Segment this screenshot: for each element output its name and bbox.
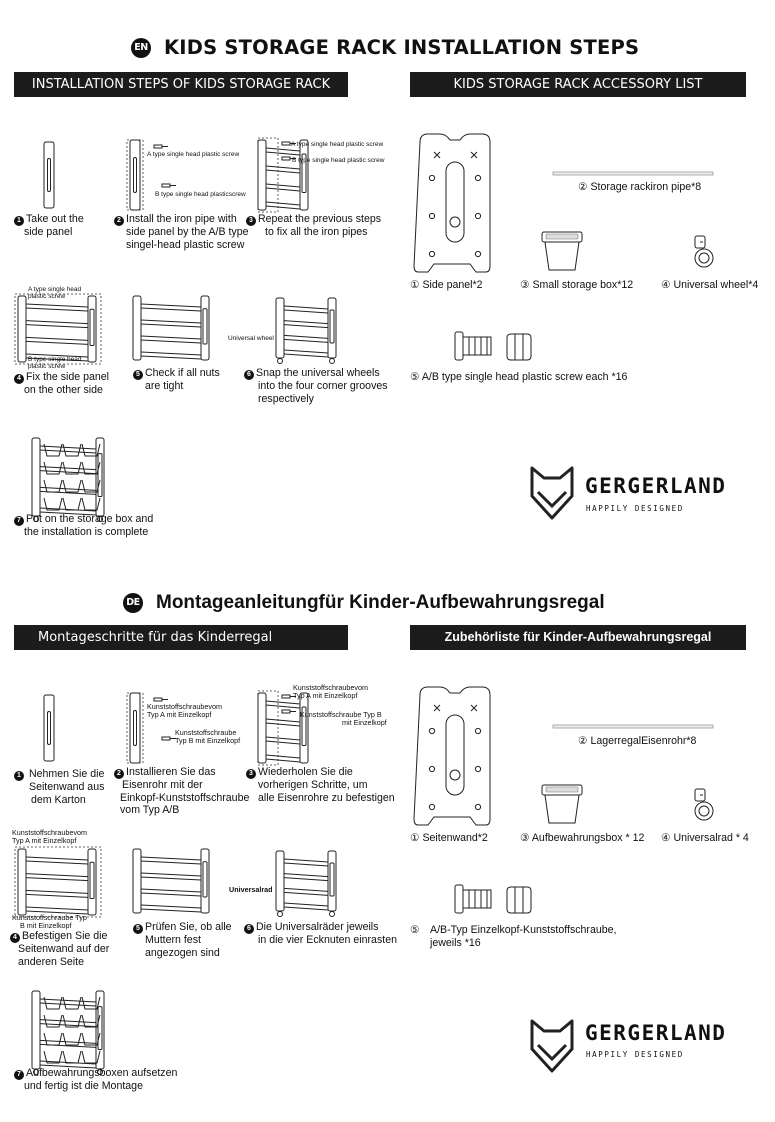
step-2-en: 2 Install the iron pipe with side panel by the A/B type singel-head plastic screw: [114, 213, 249, 251]
diagram-label-wheel-en: Universal wheel: [228, 335, 274, 342]
accessory-pipe-de: ② LagerregalEisenrohr*8: [578, 735, 697, 747]
brand-tagline-de: HAPPILY DESIGNED: [586, 1050, 684, 1059]
accessory-side-panel-de: ① Seitenwand*2: [410, 832, 488, 844]
step-number-icon: 2: [114, 216, 124, 226]
rack-diagram-icon: [276, 851, 336, 911]
diagram-label-b-screw-3-en: B type single head plastic screw: [292, 157, 385, 164]
brand-tagline-en: HAPPILY DESIGNED: [586, 504, 684, 513]
side-panel-large-icon: [414, 134, 490, 272]
page-title-de: Montageanleitungfür Kinder-Aufbewahrungsregal: [156, 592, 605, 613]
screw-icon: [455, 885, 531, 913]
step-number-icon: 7: [14, 1070, 24, 1080]
side-panel-icon: [44, 142, 54, 208]
brand-name-de: GERGERLAND: [585, 1021, 727, 1045]
fox-logo-icon: [532, 1021, 572, 1071]
diagram-label-a-screw-3-de: Kunststoffschraubevom Typ A mit Einzelkopf: [293, 683, 368, 700]
step-number-icon: 6: [244, 924, 254, 934]
section-header-steps-de: Montageschritte für das Kinderregal: [14, 625, 348, 650]
screw-icon: [162, 737, 176, 740]
screw-icon: [154, 145, 168, 148]
page-title-en: KIDS STORAGE RACK INSTALLATION STEPS: [164, 36, 640, 59]
dashed-guide: [127, 693, 143, 763]
step-3-de: 3 Wiederholen Sie die vorherigen Schritte, um alle Eisenrohre zu befestigen: [246, 766, 395, 804]
diagram-label-a-screw-3-en: A type single head plastic screw: [291, 141, 384, 148]
accessory-wheel-en: ④ Universal wheel*4: [661, 279, 759, 291]
diagram-label-b-screw-4-en: B type single head plastic screw: [28, 356, 82, 370]
universal-wheel-icon: [695, 789, 713, 820]
step-5-de: 5 Prüfen Sie, ob alle Muttern fest angezogen sind: [133, 921, 232, 959]
brand-name-en: GERGERLAND: [585, 474, 727, 498]
step-1-en: 1 Take out the side panel: [14, 213, 84, 239]
step-number-icon: 7: [14, 516, 24, 526]
screw-icon: [162, 184, 176, 187]
de-badge: DE: [123, 593, 143, 613]
step-number-icon: 6: [244, 370, 254, 380]
rack-diagram-icon: [133, 296, 209, 360]
rack-diagram-icon: [18, 296, 96, 362]
diagram-label-b-screw-3-de: Kunststoffschraube Typ B mit Einzelkopf: [300, 710, 387, 727]
side-panel-icon: [44, 695, 54, 761]
section-header-steps-en: INSTALLATION STEPS OF KIDS STORAGE RACK: [14, 72, 348, 97]
step-number-icon: 3: [246, 769, 256, 779]
diagram-label-a-screw-en: A type single head plastic screw: [147, 151, 240, 158]
accessory-screw-en: ⑤ A/B type single head plastic screw each *16: [410, 371, 628, 383]
diagram-label-a-screw-4-de: Kunststoffschraubevom Typ A mit Einzelkopf: [12, 828, 87, 845]
storage-box-icon: [542, 232, 582, 270]
diagram-label-b-screw-en: B type single head plasticscrew: [155, 191, 246, 198]
accessory-pipe-en: ② Storage rackiron pipe*8: [578, 181, 702, 193]
step-6-en: 6 Snap the universal wheels into the four corner grooves respectively: [244, 367, 388, 405]
step-number-icon: 4: [14, 374, 24, 384]
step-4-en: 4 Fix the side panel on the other side: [14, 371, 109, 397]
accessory-box-de: ③ Aufbewahrungsbox * 12: [520, 832, 645, 844]
diagram-label-b-screw-4-de: Kunststoffschraube Typ B mit Einzelkopf: [12, 913, 87, 930]
section-header-accessories-de: Zubehörliste für Kinder-Aufbewahrungsregal: [410, 625, 746, 650]
step-number-icon: 5: [133, 924, 143, 934]
step-number-icon: 1: [14, 216, 24, 226]
diagram-label-a-screw-de: Kunststoffschraubevom Typ A mit Einzelkopf: [147, 702, 222, 719]
wheel-icon: [330, 912, 335, 917]
step-3-en: 3 Repeat the previous steps to fix all the iron pipes: [246, 213, 381, 239]
step-1-de: 1 Nehmen Sie die Seitenwand aus dem Karton: [14, 768, 104, 806]
accessory-screw-num-de: ⑤: [410, 924, 420, 936]
side-panel-icon: [130, 140, 140, 210]
wheel-icon: [330, 359, 335, 364]
step-7-en: 7 Put on the storage box and the installation is complete: [14, 513, 153, 539]
diagram-label-b-screw-de: Kunststoffschraube Typ B mit Einzelkopf: [175, 728, 241, 745]
universal-wheel-icon: [695, 236, 713, 267]
step-4-de: 4 Befestigen Sie die Seitenwand auf der anderen Seite: [10, 930, 109, 968]
rack-diagram-icon: [258, 693, 308, 763]
dashed-guide: [127, 140, 143, 210]
step-7-de: 7 Aufbewahrungsboxen aufsetzen und fertig ist die Montage: [14, 1067, 177, 1093]
step-2-de: 2 Installieren Sie das Eisenrohr mit der Einkopf-Kunststoffschraube vom Typ A/B: [114, 766, 249, 817]
accessory-box-en: ③ Small storage box*12: [520, 279, 634, 291]
step-number-icon: 4: [10, 933, 20, 943]
screw-icon: [455, 332, 531, 360]
screw-icon: [154, 698, 168, 701]
side-panel-icon: [130, 693, 140, 763]
storage-box-icon: [542, 785, 582, 823]
pipe-icon: [553, 172, 713, 175]
pipe-icon: [553, 725, 713, 728]
accessory-screw-de: A/B-Typ Einzelkopf-Kunststoffschraube, jeweils *16: [430, 924, 617, 949]
accessory-side-panel-en: ① Side panel*2: [410, 279, 483, 291]
step-6-de: 6 Die Universalräder jeweils in die vier Ecknuten einrasten: [244, 921, 397, 947]
diagram-label-wheel-de: Universalrad: [229, 885, 273, 894]
en-badge: EN: [131, 38, 151, 58]
step-5-en: 5 Check if all nuts are tight: [133, 367, 220, 393]
screw-icon: [282, 710, 296, 713]
step-number-icon: 5: [133, 370, 143, 380]
step-number-icon: 2: [114, 769, 124, 779]
step-number-icon: 3: [246, 216, 256, 226]
fox-logo-icon: [532, 468, 572, 518]
rack-with-boxes-icon: [32, 991, 104, 1069]
step-number-icon: 1: [14, 771, 24, 781]
wheel-icon: [278, 359, 283, 364]
accessory-wheel-de: ④ Universalrad * 4: [661, 832, 749, 844]
diagram-label-a-screw-4-en: A type single head plastic screw: [28, 286, 82, 300]
section-header-accessories-en: KIDS STORAGE RACK ACCESSORY LIST: [410, 72, 746, 97]
rack-diagram-icon: [18, 849, 96, 915]
wheel-icon: [278, 912, 283, 917]
rack-with-boxes-icon: [32, 438, 104, 516]
rack-diagram-icon: [133, 849, 209, 913]
side-panel-large-icon: [414, 687, 490, 825]
rack-diagram-icon: [276, 298, 336, 358]
rack-diagram-icon: [258, 140, 308, 210]
